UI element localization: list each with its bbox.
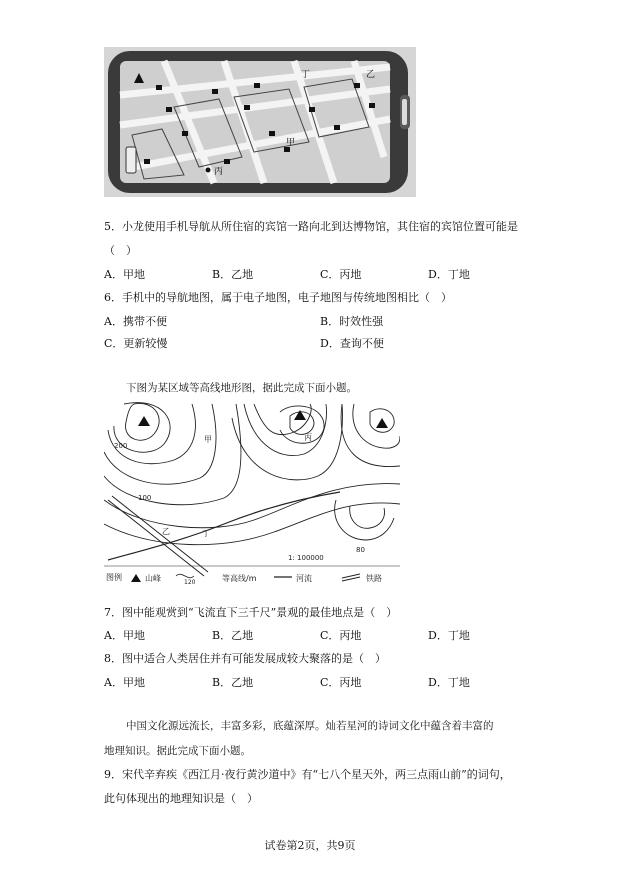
culture-intro-line1: 中国文化源远流长，丰富多彩，底蕴深厚。灿若星河的诗词文化中蕴含着丰富的 — [126, 720, 494, 732]
q7-stem: 7．图中能观赏到“飞流直下三千尺”景观的最佳地点是（ ） — [104, 606, 398, 619]
phone-map-image — [104, 47, 416, 197]
contour-label-jia: 甲 — [204, 435, 212, 444]
contour-label-200: 200 — [114, 442, 128, 450]
contour-map-image — [104, 400, 400, 590]
q5-option-a[interactable]: A．甲地 — [104, 268, 145, 281]
page-footer: 试卷第2页，共9页 — [264, 839, 356, 852]
contour-label-80: 80 — [356, 546, 365, 554]
q9-stem-line2: 此句体现出的地理知识是（ ） — [104, 792, 258, 805]
q5-option-d[interactable]: D．丁地 — [428, 268, 470, 281]
legend-peak: 山峰 — [145, 574, 161, 583]
q8-option-b[interactable]: B．乙地 — [212, 676, 254, 689]
phone-label-yi: 乙 — [366, 70, 376, 80]
contour-scale: 1: 100000 — [288, 554, 324, 562]
q7-option-b[interactable]: B．乙地 — [212, 629, 254, 642]
q5-option-b[interactable]: B．乙地 — [212, 268, 254, 281]
contour-label-100: 100 — [138, 494, 152, 502]
contour-label-yi: 乙 — [162, 527, 170, 536]
q6-option-b[interactable]: B．时效性强 — [320, 315, 384, 328]
contour-label-ding: 丁 — [202, 529, 210, 538]
legend-contour-icon — [176, 574, 194, 577]
legend-railway: 铁路 — [366, 574, 382, 583]
q5-stem-line1: 5．小龙使用手机导航从所住宿的宾馆一路向北到达博物馆，其住宿的宾馆位置可能是 — [104, 220, 518, 233]
contour-label-bing: 丙 — [304, 433, 312, 442]
contour-intro: 下图为某区域等高线地形图，据此完成下面小题。 — [126, 382, 357, 394]
phone-map-figure — [104, 47, 416, 197]
legend-title: 图例 — [106, 573, 122, 582]
legend-contour: 等高线/m — [222, 574, 257, 583]
q7-option-c[interactable]: C．丙地 — [320, 629, 362, 642]
phone-label-jia: 甲 — [286, 138, 296, 148]
q6-option-d[interactable]: D．查询不便 — [320, 337, 384, 350]
q7-option-d[interactable]: D．丁地 — [428, 629, 470, 642]
q6-option-c[interactable]: C．更新较慢 — [104, 337, 168, 350]
legend-peak-icon — [131, 574, 141, 582]
q6-option-a[interactable]: A．携带不便 — [104, 315, 167, 328]
phone-label-bing: 丙 — [214, 167, 224, 177]
legend-contour-sample: 120 — [184, 579, 196, 586]
q6-stem: 6．手机中的导航地图，属于电子地图，电子地图与传统地图相比（ ） — [104, 291, 452, 304]
legend-river: 河流 — [296, 574, 312, 583]
q8-option-c[interactable]: C．丙地 — [320, 676, 362, 689]
q5-option-c[interactable]: C．丙地 — [320, 268, 362, 281]
q5-stem-line2: （ ） — [104, 244, 137, 257]
q8-option-a[interactable]: A．甲地 — [104, 676, 145, 689]
culture-intro-line2: 地理知识。据此完成下面小题。 — [104, 745, 251, 757]
q7-option-a[interactable]: A．甲地 — [104, 629, 145, 642]
q8-stem: 8．图中适合人类居住并有可能发展成较大聚落的是（ ） — [104, 652, 386, 665]
phone-label-ding: 丁 — [301, 70, 311, 80]
q9-stem-line1: 9．宋代辛弃疾《西江月·夜行黄沙道中》有“七八个星天外，两三点雨山前”的词句， — [104, 768, 511, 781]
q8-option-d[interactable]: D．丁地 — [428, 676, 470, 689]
contour-map-figure — [104, 400, 400, 590]
